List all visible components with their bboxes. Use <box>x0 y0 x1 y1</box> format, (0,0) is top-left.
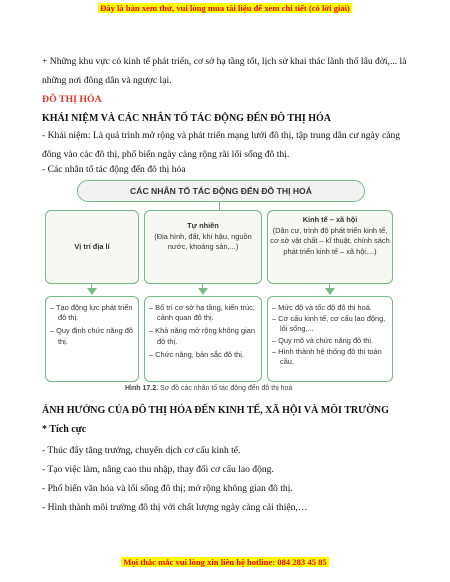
factor-nature-effects <box>144 296 262 382</box>
factors-diagram <box>45 180 397 394</box>
concept-heading: KHÁI NIỆM VÀ CÁC NHÂN TỐ TÁC ĐỘNG ĐẾN ĐÔ THỊ HÓA <box>42 113 332 124</box>
factor-nature-title: Tự nhiên <box>187 221 219 230</box>
diagram-title: CÁC NHÂN TỐ TÁC ĐỘNG ĐẾN ĐÔ THỊ HOÁ <box>77 180 365 202</box>
positive-list <box>42 441 422 517</box>
effect-item: – Quy định chức năng đô thị. <box>50 326 134 346</box>
factor-economy-title: Kinh tế – xã hội <box>302 215 358 224</box>
factor-nature-header <box>144 210 262 284</box>
connector-line <box>219 202 220 210</box>
list-item: - Phổ biến văn hóa và lối sống đô thị; mở rộng không gian đô thị. <box>42 483 293 494</box>
effect-item: – Bố trí cơ sở hạ tầng, kiến trúc, cảnh quan đô thị. <box>149 303 255 323</box>
top-banner-text: Đây là bản xem thử, vui lòng mua tài liệu để xem chi tiết (có lời giải) <box>100 3 350 13</box>
factor-nature-detail: (Địa hình, đất, khí hậu, nguồn nước, khoáng sản,...) <box>154 231 252 251</box>
list-item: - Hình thành môi trường đô thị với chất lượng ngày càng cải thiện,… <box>42 502 308 513</box>
effect-item: – Tạo động lực phát triển đô thị. <box>50 303 133 323</box>
top-banner <box>0 3 450 13</box>
factor-location-title: Vị trí địa lí <box>74 241 110 251</box>
factor-economy-effects <box>267 296 393 382</box>
figure-caption <box>125 385 292 392</box>
list-item: - Thúc đẩy tăng trưởng, chuyển dịch cơ cấu kinh tế. <box>42 445 241 456</box>
positive-heading: * Tích cực <box>42 424 87 435</box>
figure-caption-label: Hình 17.2. <box>125 385 159 392</box>
figure-caption-text: Sơ đồ các nhân tố tác động đến đô thị hoá <box>158 385 293 392</box>
arrow-down-icon <box>325 288 335 295</box>
effect-item: – Khả năng mở rộng không gian đô thị. <box>149 326 255 346</box>
bottom-banner-text: Mọi thắc mắc vui lòng xin liên hệ hotline: 084 283 45 85 <box>123 557 327 567</box>
list-item: - Tạo việc làm, nâng cao thu nhập, thay đổi cơ cấu lao động. <box>42 464 274 475</box>
section-title: ĐÔ THỊ HÓA <box>42 94 102 105</box>
effect-item: – Hình thành hệ thống đô thị toàn cầu. <box>272 346 382 367</box>
effect-item: – Chức năng, bản sắc đô thị. <box>149 349 244 359</box>
arrow-down-icon <box>198 288 208 295</box>
factor-location-header <box>45 210 139 284</box>
bottom-banner <box>0 557 450 567</box>
definition-paragraph: - Khái niệm: Là quá trình mở rộng và phát triển mạng lưới đô thị, tập trung dân cư ngày càng đông vào các đô thị, phổ biến ngày càng rộng rãi lối sống đô thị. <box>42 130 401 160</box>
factor-economy-detail: (Dân cư, trình độ phát triển kinh tế, cơ sở vật chất – kĩ thuật, chính sách phát triển kinh tế – xã hội,...) <box>270 225 390 256</box>
arrow-down-icon <box>87 288 97 295</box>
intro-paragraph: + Những khu vực có kinh tế phát triển, cơ sở hạ tầng tốt, lịch sử khai thác lãnh thổ lâu đời,... là những nơi đông dân và ngược lại. <box>42 56 407 86</box>
effect-item: – Quy mô và chức năng đô thị. <box>272 335 374 345</box>
effect-item: – Mức độ và tốc độ đô thị hoá. <box>272 303 372 312</box>
effect-item: – Cơ cấu kinh tế, cơ cấu lao động, lối sống,... <box>272 314 386 334</box>
impact-heading: ẢNH HƯỞNG CỦA ĐÔ THỊ HÓA ĐẾN KINH TẾ, XÃ HỘI VÀ MÔI TRƯỜNG <box>42 405 389 416</box>
factors-intro: - Các nhân tố tác động đến đô thị hóa <box>42 164 186 175</box>
factor-economy-header <box>267 210 393 284</box>
factor-location-effects <box>45 296 139 382</box>
